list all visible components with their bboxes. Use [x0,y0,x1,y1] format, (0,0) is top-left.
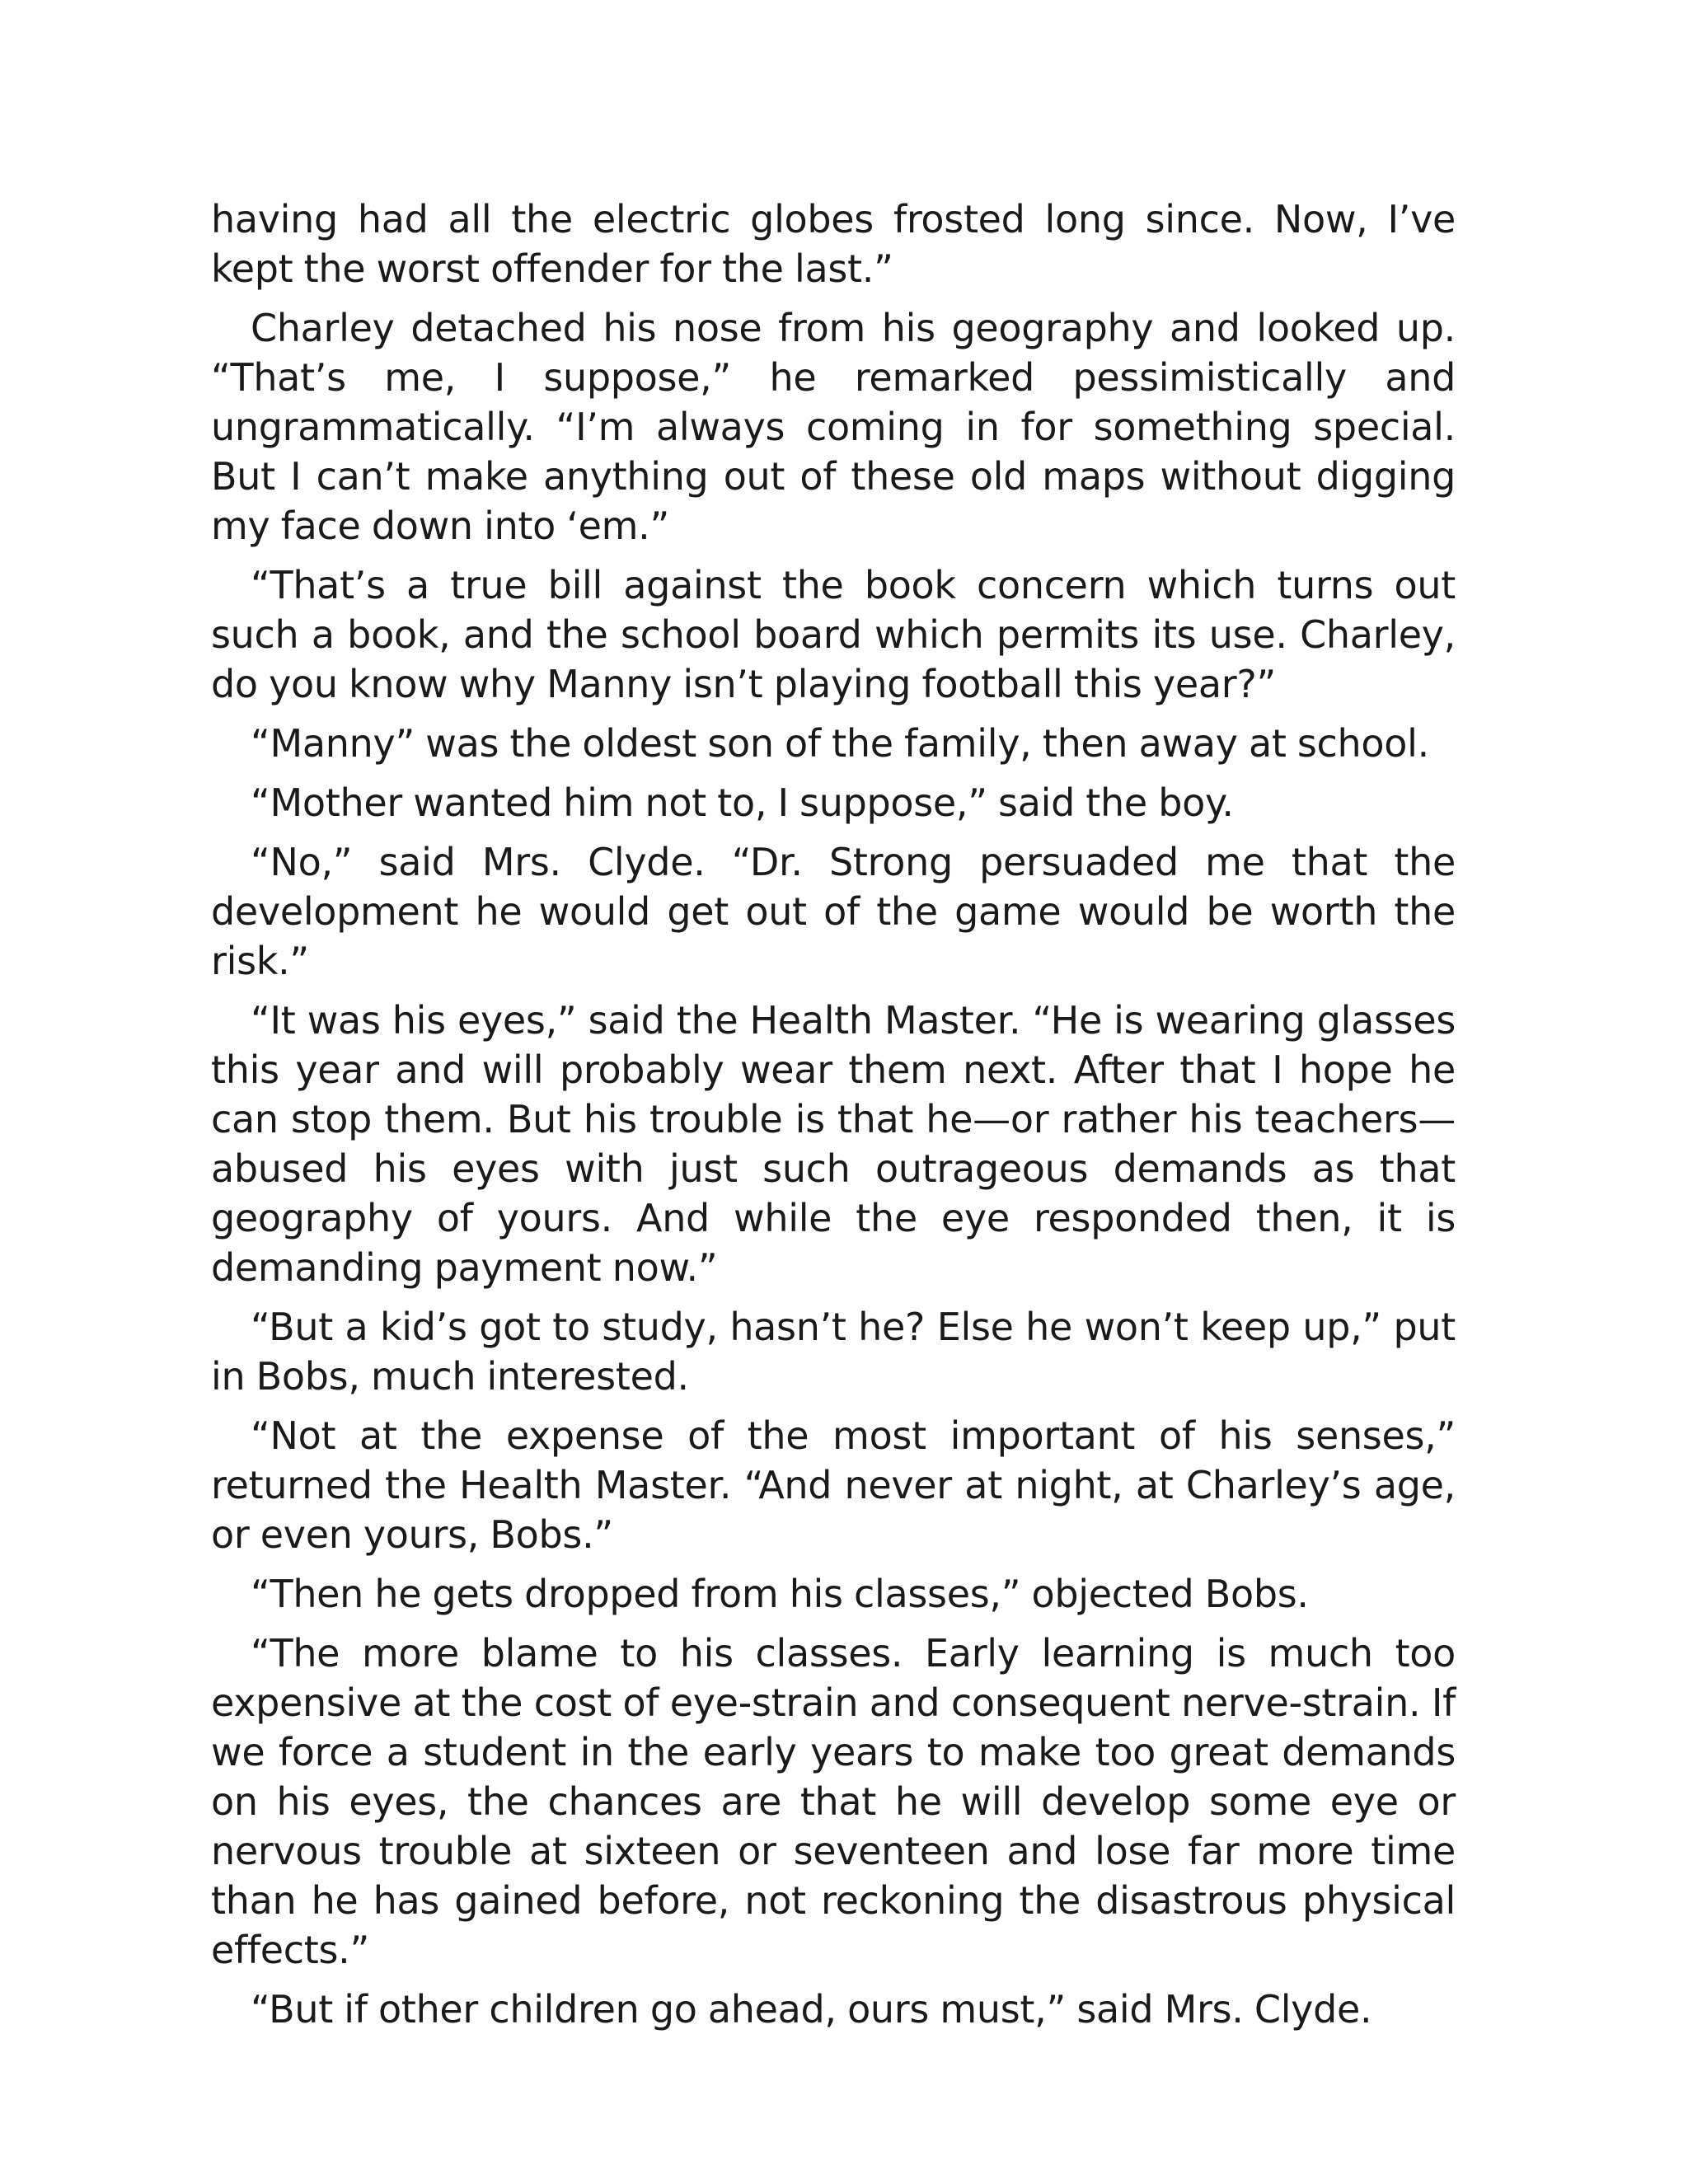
paragraph: Charley detached his nose from his geography and looked up. “That’s me, I suppose,” he remarked pessimistically and ungrammatically. “I’m always coming in for something special. But I can’t make anything out of these old maps without digging my face down into ‘em.” [211,306,1456,548]
body-text [211,194,1456,2044]
paragraph: “Not at the expense of the most important of his senses,” returned the Health Master. “And never at night, at Charley’s age, or even yours, Bobs.” [211,1413,1456,1557]
paragraph: “Mother wanted him not to, I suppose,” said the boy. [251,780,1234,825]
paragraph: “Manny” was the oldest son of the family, then away at school. [251,721,1429,766]
paragraph: “Then he gets dropped from his classes,” objected Bobs. [251,1572,1309,1616]
paragraph: “The more blame to his classes. Early learning is much too expensive at the cost of eye-strain and consequent nerve-strain. If we force a student in the early years to make too great demands on his eyes, the chances are that he will develop some eye or nervous trouble at sixteen or seventeen and lose far more time than he has gained before, not reckoning the disastrous physical effects.” [211,1631,1456,1972]
paragraph: “But if other children go ahead, ours must,” said Mrs. Clyde. [251,1987,1372,2032]
paragraph: “That’s a true bill against the book concern which turns out such a book, and the school board which permits its use. Charley, do you know why Manny isn’t playing football this year?” [211,563,1456,706]
paragraph: “But a kid’s got to study, hasn’t he? Else he won’t keep up,” put in Bobs, much interested. [211,1305,1456,1399]
paragraph: “No,” said Mrs. Clyde. “Dr. Strong persuaded me that the development he would get out of the game would be worth the risk.” [211,840,1456,983]
paragraph: having had all the electric globes frosted long since. Now, I’ve kept the worst offender for the last.” [211,197,1456,291]
paragraph: “It was his eyes,” said the Health Master. “He is wearing glasses this year and will probably wear them next. After that I hope he can stop them. But his trouble is that he—or rather his teachers—abused his eyes with just such outrageous demands as that geography of yours. And while the eye responded then, it is demanding payment now.” [211,998,1456,1290]
